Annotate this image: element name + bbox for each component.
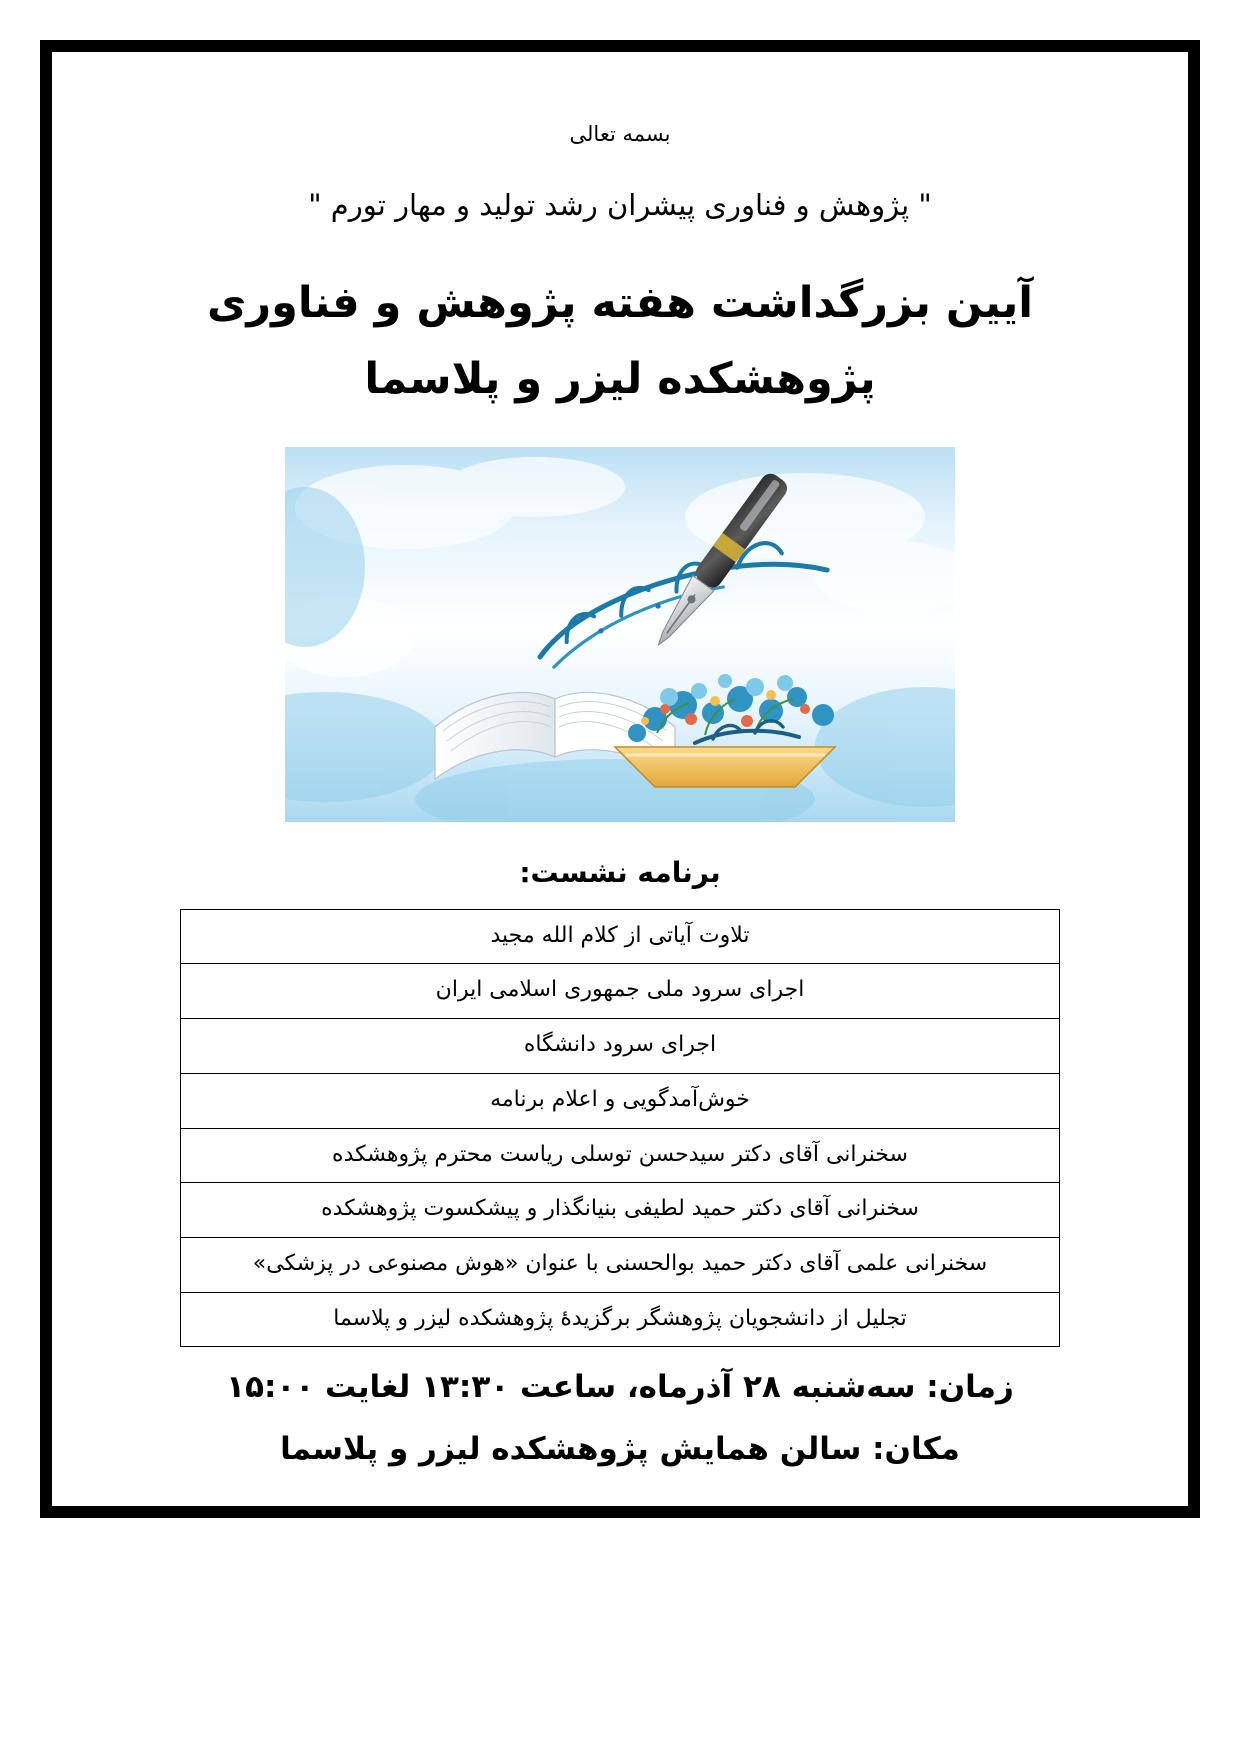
program-item: خوش‌آمدگویی و اعلام برنامه xyxy=(181,1073,1060,1128)
table-row xyxy=(181,1019,1060,1074)
research-week-banner xyxy=(285,447,955,822)
program-item: تلاوت آیاتی از کلام الله مجید xyxy=(181,909,1060,964)
program-caption: برنامه نشست: xyxy=(519,855,721,889)
title-line-2: پژوهشکده لیزر و پلاسما xyxy=(364,354,876,405)
program-item: سخنرانی آقای دکتر حمید لطیفی بنیانگذار و پیشکسوت پژوهشکده xyxy=(181,1183,1060,1238)
table-row xyxy=(181,1237,1060,1292)
table-row xyxy=(181,1128,1060,1183)
bismillah-text: بسمه تعالی xyxy=(569,122,671,146)
program-item: اجرای سرود دانشگاه xyxy=(181,1019,1060,1074)
event-place: مکان: سالن همایش پژوهشکده لیزر و پلاسما xyxy=(280,1431,960,1468)
banner-illustration xyxy=(285,447,955,822)
program-table xyxy=(180,909,1060,1348)
banner-container xyxy=(110,447,1130,822)
table-row xyxy=(181,909,1060,964)
poster-content xyxy=(52,52,1188,1506)
program-item: تجلیل از دانشجویان پژوهشگر برگزیدهٔ پژوهشکده لیزر و پلاسما xyxy=(181,1292,1060,1347)
year-slogan: " پژوهش و فناوری پیشران رشد تولید و مهار تورم " xyxy=(308,188,932,222)
table-row xyxy=(181,964,1060,1019)
table-row xyxy=(181,1292,1060,1347)
program-item: سخنرانی علمی آقای دکتر حمید بوالحسنی با عنوان «هوش مصنوعی در پزشکی» xyxy=(181,1237,1060,1292)
page-title xyxy=(110,270,1130,413)
program-item: سخنرانی آقای دکتر سیدحسن توسلی ریاست محترم پژوهشکده xyxy=(181,1128,1060,1183)
program-item: اجرای سرود ملی جمهوری اسلامی ایران xyxy=(181,964,1060,1019)
table-row xyxy=(181,1183,1060,1238)
banner-boat xyxy=(615,747,835,787)
title-line-1: آیین بزرگداشت هفته پژوهش و فناوری xyxy=(206,277,1034,328)
poster-frame xyxy=(40,40,1200,1518)
table-row xyxy=(181,1073,1060,1128)
event-time: زمان: سه‌شنبه ۲۸ آذرماه، ساعت ۱۳:۳۰ لغایت ۱۵:۰۰ xyxy=(226,1369,1014,1406)
